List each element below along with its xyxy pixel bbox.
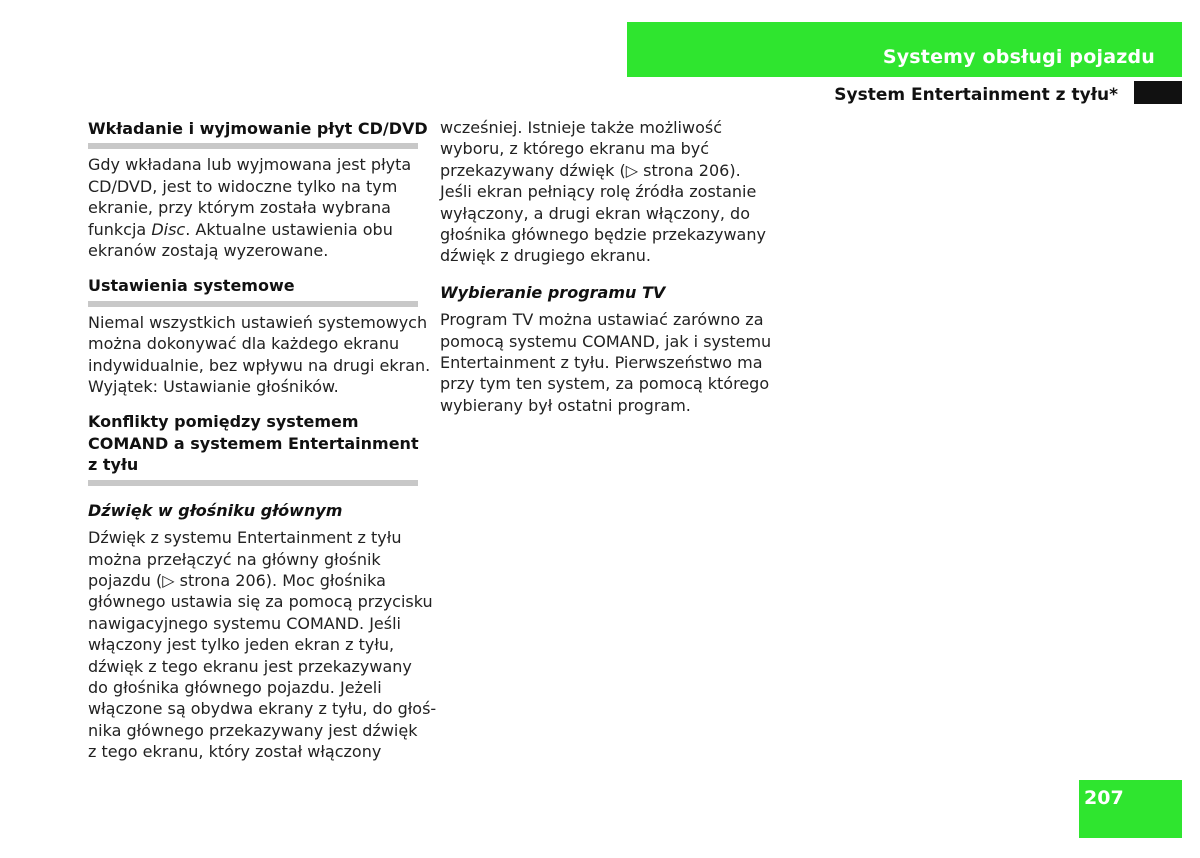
text-line	[88, 219, 423, 240]
page-number-box	[1079, 780, 1182, 838]
text-line: wcześniej. Istnieje także możliwość	[440, 118, 722, 137]
heading-conflicts	[88, 411, 423, 475]
text-line: z tego ekranu, który został włączony	[88, 742, 382, 762]
text-line: Entertainment z tyłu. Pierwszeństwo ma	[440, 353, 763, 373]
heading-system-settings: Ustawienia systemowe	[88, 276, 295, 296]
text-line: wybierany był ostatni program.	[440, 395, 691, 415]
text-line: można przełączyć na główny głośnik	[88, 549, 381, 569]
heading-line: COMAND a systemem Entertainment	[88, 433, 419, 453]
text-line: przy tym ten system, za pomocą którego	[440, 374, 770, 394]
text-fragment: . Aktualne ustawienia obu	[185, 219, 393, 239]
paragraph-continued	[440, 117, 775, 267]
text-line: głównego ustawia się za pomocą przycisku	[88, 592, 433, 612]
text-line: ekranie, przy którym została wybrana	[88, 198, 391, 218]
text-line: Program TV można ustawiać zarówno za	[440, 310, 764, 330]
text-line: przekazywany dźwięk (▷ strona 206).	[440, 160, 741, 180]
text-line: CD/DVD, jest to widoczne tylko na tym	[88, 176, 398, 196]
text-line: wyboru, z którego ekranu ma być	[440, 139, 710, 159]
text-line: Jeśli ekran pełniący rolę źródła zostanie	[440, 182, 757, 202]
paragraph-main-speaker	[88, 527, 437, 762]
text-line: Dźwięk z systemu Entertainment z tyłu	[88, 528, 402, 548]
chapter-title: Systemy obsługi pojazdu	[882, 46, 1155, 68]
page-number: 207	[1084, 787, 1124, 809]
text-line: nawigacyjnego systemu COMAND. Jeśli	[88, 613, 401, 633]
heading-line: Konflikty pomiędzy systemem	[88, 412, 359, 432]
heading-cd-dvd: Wkładanie i wyjmowanie płyt CD/DVD	[88, 119, 428, 138]
section-rule	[88, 143, 418, 149]
text-line: wyłączony, a drugi ekran włączony, do	[440, 203, 750, 223]
right-column	[440, 117, 775, 416]
text-line: dźwięk z tego ekranu jest przekazywany	[88, 656, 412, 676]
text-line: Gdy wkładana lub wyjmowana jest płyta	[88, 155, 412, 175]
chapter-band	[627, 22, 1182, 77]
text-line: dźwięk z drugiego ekranu.	[440, 246, 651, 266]
text-line: Niemal wszystkich ustawień systemowych	[88, 312, 428, 332]
subheading-tv-program: Wybieranie programu TV	[440, 282, 666, 302]
paragraph-system-settings	[88, 312, 431, 398]
text-line: ekranów zostają wyzerowane.	[88, 241, 329, 261]
section-title: System Entertainment z tyłu*	[834, 85, 1118, 105]
section-rule	[88, 301, 418, 307]
text-line: Wyjątek: Ustawianie głośników.	[88, 377, 339, 397]
paragraph-tv-program	[440, 309, 775, 416]
heading-line: z tyłu	[88, 455, 139, 475]
text-line: indywidualnie, bez wpływu na drugi ekran.	[88, 355, 431, 375]
section-rule	[88, 480, 418, 486]
text-line: nika głównego przekazywany jest dźwięk	[88, 720, 418, 740]
text-line: pojazdu (▷ strona 206). Moc głośnika	[88, 570, 386, 590]
text-line: włączony jest tylko jeden ekran z tyłu,	[88, 635, 395, 655]
text-line: pomocą systemu COMAND, jak i systemu	[440, 331, 772, 351]
function-name-disc: Disc	[151, 219, 186, 239]
text-line: można dokonywać dla każdego ekranu	[88, 334, 400, 354]
text-fragment: funkcja	[88, 219, 152, 239]
subheading-main-speaker: Dźwięk w głośniku głównym	[88, 500, 343, 520]
left-column	[88, 117, 437, 763]
text-line: włączone są obydwa ekrany z tyłu, do głoś-	[88, 699, 437, 719]
text-line: do głośnika głównego pojazdu. Jeżeli	[88, 677, 382, 697]
text-line: głośnika głównego będzie przekazywany	[440, 225, 766, 245]
paragraph-cd-dvd	[88, 154, 423, 261]
section-marker-block	[1134, 81, 1182, 104]
